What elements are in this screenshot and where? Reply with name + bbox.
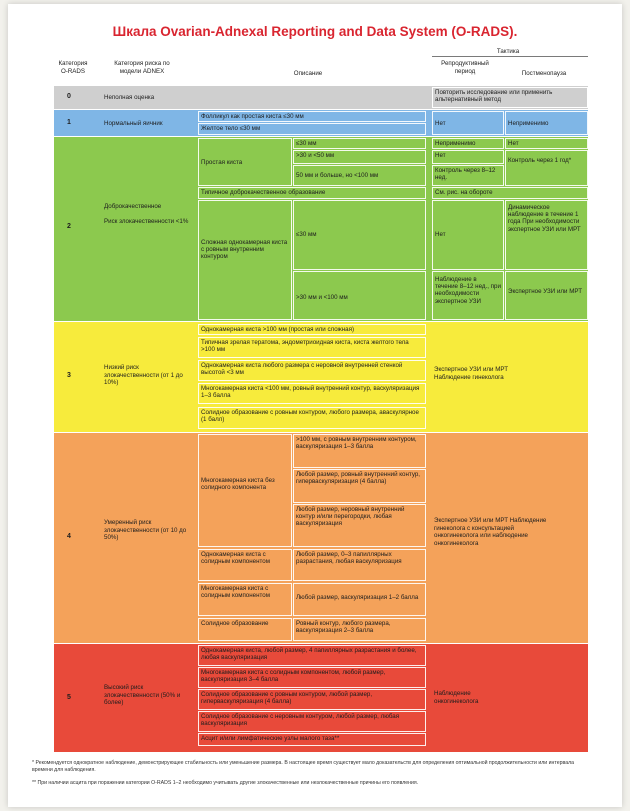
- row-0-risk: Неполная оценка: [104, 94, 155, 101]
- row-0-number: 0: [67, 93, 71, 100]
- row-2-number: 2: [67, 223, 71, 230]
- row-2-s2-repro: Нет: [432, 150, 504, 164]
- row-3-desc-4: Многокамерная киста <100 мм, ровный внутренний контур, васкуляризация 1–3 балла: [198, 383, 426, 404]
- row-3-desc-3: Однокамерная киста любого размера с неровной внутренней стенкой высотой <3 мм: [198, 360, 426, 381]
- row-3-desc-1: Однокамерная киста >100 мм (простая или сложная): [198, 324, 426, 335]
- row-4-g2-a: Любой размер, 0–3 папиллярных разрастания, любая васкуляризация: [293, 549, 426, 581]
- row-2-simple-cyst: Простая киста: [198, 138, 292, 186]
- row-1-post: Неприменимо: [505, 111, 588, 135]
- row-2-m1-repro: Нет: [432, 200, 504, 270]
- header-repro: Репродуктивный период: [441, 60, 489, 75]
- row-4-g1-b: Любой размер, ровный внутренний контур, гиперваскуляризация (4 балла): [293, 469, 426, 503]
- row-5-number: 5: [67, 694, 71, 701]
- row-5-desc-3: Солидное образование с ровным контуром, любой размер, гиперваскуляризация (4 балла): [198, 689, 426, 710]
- row-3-number: 3: [67, 372, 71, 379]
- row-2-typical: Типичное доброкачественное образование: [198, 187, 426, 199]
- row-0-tactic: Повторить исследование или применить альтернативный метод: [432, 87, 588, 108]
- row-1-desc-2: Желтое тело ≤30 мм: [198, 123, 426, 135]
- header-risk: Категория риска по модели ADNEX: [114, 60, 170, 75]
- page-title: Шкала Ovarian-Adnexal Reporting and Data System (O-RADS).: [112, 24, 518, 39]
- row-1-desc-1: Фолликул как простая киста ≤30 мм: [198, 111, 426, 122]
- header-category: Категория O-RADS: [58, 60, 88, 75]
- header-description: Описание: [293, 70, 323, 77]
- row-2-typical-tactic: См. рис. на обороте: [432, 187, 588, 199]
- row-5-desc-5: Асцит и/или лимфатические узлы малого таза**: [198, 733, 426, 746]
- row-5: [54, 644, 588, 752]
- row-4-group-1: Многокамерная киста без солидного компонента: [198, 434, 292, 547]
- row-0: [54, 86, 588, 109]
- row-1-risk: Нормальный яичник: [104, 120, 163, 127]
- row-3: [54, 322, 588, 432]
- document-sheet: [8, 4, 622, 807]
- row-4-g4-a: Ровный контур, любого размера, васкуляризация 2–3 балла: [293, 618, 426, 641]
- row-5-tactic: Наблюдение онкогинеколога: [434, 690, 479, 705]
- row-4-g3-a: Любой размер, васкуляризация 1–2 балла: [293, 583, 426, 616]
- row-2-complex-size-2: >30 мм и <100 мм: [293, 271, 426, 320]
- header-tactics: Тактика: [496, 48, 520, 55]
- row-2-simple-size-2: >30 и <50 мм: [293, 150, 426, 164]
- row-2-m1-post: Динамическое наблюдение в течение 1 года При необходимости экспертное УЗИ или МРТ: [505, 200, 588, 270]
- row-4-risk: Умеренный риск злокачественности (от 10 до 50%): [104, 519, 187, 542]
- row-5-desc-4: Солидное образование с неровным контуром, любой размер, любая васкуляризация: [198, 711, 426, 732]
- row-4-number: 4: [67, 533, 71, 540]
- row-3-desc-5: Солидное образование с ровным контуром, любого размера, аваскулярное (1 балл): [198, 407, 426, 429]
- row-1-number: 1: [67, 119, 71, 126]
- row-4: [54, 433, 588, 643]
- row-1: [54, 110, 588, 136]
- row-2-s1-post: Нет: [505, 138, 588, 149]
- row-2-m2-post: Экспертное УЗИ или МРТ: [505, 271, 588, 320]
- footnote-1: * Рекомендуется однократное наблюдение, демонстрирующее стабильность или уменьшение размера. В настоящее время существует мало доказательств для определения оптимальной продолжительности или интервала времени для наблюдения.: [32, 760, 574, 773]
- row-2-simple-size-3: 50 мм и больше, но <100 мм: [293, 165, 426, 186]
- row-1-repro: Нет: [432, 111, 504, 135]
- header-tactics-line: [432, 56, 588, 57]
- row-2: [54, 137, 588, 321]
- row-5-risk: Высокий риск злокачественности (50% и более): [104, 684, 181, 707]
- row-2-s23-post: Контроль через 1 год*: [505, 150, 588, 186]
- row-3-tactic: Экспертное УЗИ или МРТ Наблюдение гинеколога: [434, 366, 508, 381]
- row-4-group-2: Однокамерная киста с солидным компонентом: [198, 549, 292, 581]
- row-2-s1-repro: Неприменимо: [432, 138, 504, 149]
- row-4-group-3: Многокамерная киста с солидным компонентом: [198, 583, 292, 616]
- header-postmeno: Постменопауза: [521, 70, 567, 77]
- row-5-desc-2: Многокамерная киста с солидным компонентом, любой размер, васкуляризация 3–4 балла: [198, 667, 426, 688]
- row-2-simple-size-1: ≤30 мм: [293, 138, 426, 149]
- row-2-m2-repro: Наблюдение в течение 8–12 нед., при необходимости экспертное УЗИ: [432, 271, 504, 320]
- row-3-desc-2: Типичная зрелая тератома, эндометриоидная киста, киста желтого тела >100 мм: [198, 337, 426, 358]
- row-4-g1-c: Любой размер, неровный внутренний контур и/или перегородки, любая васкуляризация: [293, 504, 426, 547]
- row-2-risk: Доброкачественное Риск злокачественности <1%: [104, 203, 189, 226]
- row-4-group-4: Солидное образование: [198, 618, 292, 641]
- row-4-g1-a: >100 мм, с ровным внутренним контуром, васкуляризация 1–3 балла: [293, 434, 426, 468]
- footnote-2: ** При наличии асцита при поражении категории O-RADS 1–2 необходимо учитывать другие злокачественные или незлокачественные причины его появления.: [32, 780, 419, 786]
- row-2-complex-size-1: ≤30 мм: [293, 200, 426, 270]
- row-5-desc-1: Однокамерная киста, любой размер, 4 папиллярных разрастания и более, любая васкуляризация: [198, 645, 426, 666]
- row-4-tactic: Экспертное УЗИ или МРТ Наблюдение гинеколога с консультацией онкогинеколога или наблюдение онкогинеколога: [434, 517, 547, 547]
- row-2-s3-repro: Контроль через 8–12 нед.: [432, 165, 504, 186]
- row-2-complex-cyst: Сложная однокамерная киста с ровным внутренним контуром: [198, 200, 292, 320]
- row-3-risk: Низкий риск злокачественности (от 1 до 10%): [104, 364, 183, 387]
